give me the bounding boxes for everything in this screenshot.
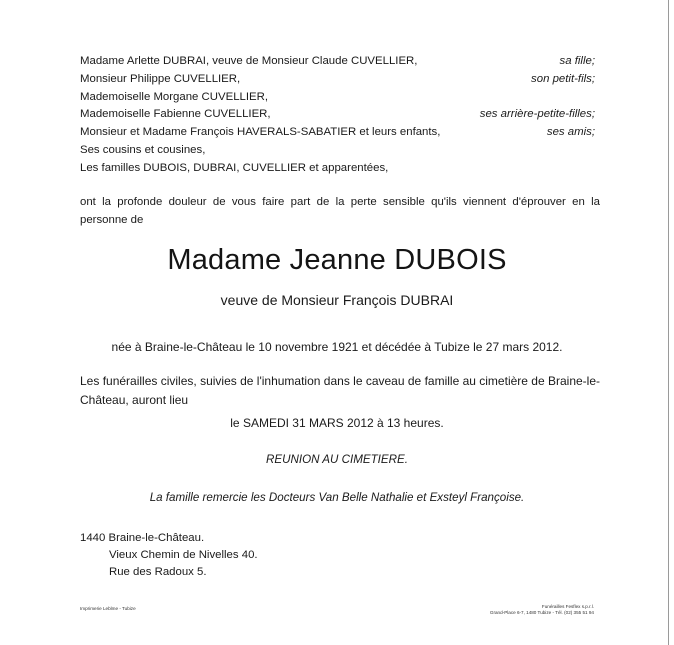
family-address [80,530,258,582]
address-line-street: Vieux Chemin de Nivelles 40. [109,549,258,562]
family-row [80,160,595,178]
family-list [80,53,595,178]
family-member-name: Madame Arlette DUBRAI, veuve de Monsieur Claude CUVELLIER, [80,55,418,67]
family-row [80,53,595,71]
family-row [80,124,595,142]
family-member-name: Ses cousins et cousines, [80,143,206,156]
family-member-name: Mademoiselle Morgane CUVELLIER, [80,90,269,103]
family-row [80,106,595,124]
funeral-home-name: Funérailles Fesflex s.p.r.l. [541,604,594,609]
family-member-name: Les familles DUBOIS, DUBRAI, CUVELLIER et apparentées, [80,161,389,174]
funeral-home-credit [462,604,594,616]
page-edge-divider [668,0,669,645]
family-member-role: sa fille; [559,55,595,67]
meeting-notice: REUNION AU CIMETIERE. [266,453,408,466]
family-row [80,71,595,89]
family-member-role: ses amis; [546,126,595,139]
birth-death-line: née à Braine-le-Château le 10 novembre 1921 et décédée à Tubize le 27 mars 2012. [111,340,563,354]
address-line-city: 1440 Braine-le-Château. [80,532,205,544]
widow-of-line: veuve de Monsieur François DUBRAI [220,292,454,308]
family-row [80,89,595,107]
printer-credit: Imprimerie Leblme - Tubize [80,606,136,611]
family-member-name: Monsieur Philippe CUVELLIER, [80,72,241,85]
funeral-date: le SAMEDI 31 MARS 2012 à 13 heures. [230,416,444,430]
address-line-street: Rue des Radoux 5. [109,566,207,579]
family-member-name: Monsieur et Madame François HAVERALS-SABATIER et leurs enfants, [80,126,441,139]
funeral-home-address: Grand-Place 6-7, 1480 Tubize - Tél. (02) 355 51 94 [489,610,594,615]
funeral-details: Les funérailles civiles, suivies de l'inhumation dans le caveau de famille au cimetière de Braine-le-Château, auront lieu [80,374,600,407]
family-member-name: Mademoiselle Fabienne CUVELLIER, [80,108,271,121]
family-row [80,142,595,160]
deceased-name: Madame Jeanne DUBOIS [167,244,507,276]
family-member-role: son petit-fils; [531,72,595,85]
family-member-role: ses arrière-petite-filles; [479,108,595,121]
announcement-intro: ont la profonde douleur de vous faire part de la perte sensible qu'ils viennent d'éprouver en la personne de [80,196,600,226]
thanks-line: La famille remercie les Docteurs Van Belle Nathalie et Exsteyl Françoise. [149,491,525,504]
